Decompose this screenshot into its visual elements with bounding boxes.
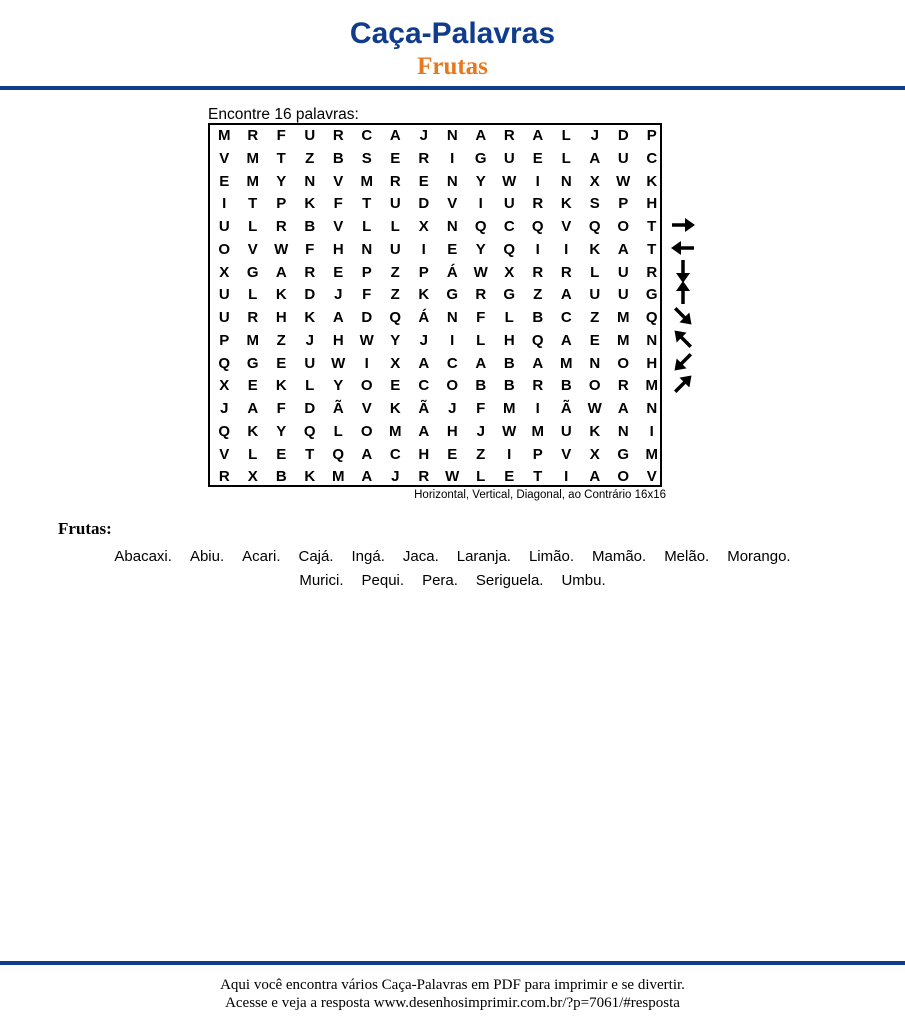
grid-cell: V bbox=[361, 400, 372, 417]
grid-cell: T bbox=[305, 445, 315, 463]
grid-cell: G bbox=[645, 286, 658, 304]
footer-text: Aqui você encontra vários Caça-Palavras em PDF para imprimir e se divertir. bbox=[220, 977, 685, 993]
grid-cell: B bbox=[332, 149, 344, 167]
word-list-item: Pequi. bbox=[361, 572, 405, 589]
grid-cell: X bbox=[219, 263, 230, 281]
grid-cell: G bbox=[503, 286, 516, 304]
grid-cell: X bbox=[418, 218, 429, 235]
grid-cell: A bbox=[617, 240, 629, 258]
grid-cell: M bbox=[389, 422, 402, 440]
grid-cell: I bbox=[421, 240, 426, 258]
grid-cell: I bbox=[564, 468, 569, 486]
grid-cell: A bbox=[361, 468, 373, 486]
grid-cell: F bbox=[276, 400, 286, 417]
grid-cell: V bbox=[561, 445, 572, 463]
grid-cell: T bbox=[647, 218, 657, 235]
grid-cell: Z bbox=[305, 149, 315, 167]
grid-cell: N bbox=[361, 240, 373, 258]
grid-cell: B bbox=[475, 377, 487, 395]
grid-cell: K bbox=[247, 422, 259, 440]
grid-cell: P bbox=[532, 445, 543, 463]
grid-cell: R bbox=[418, 149, 430, 167]
grid-cell: E bbox=[589, 331, 600, 349]
grid-cell: O bbox=[617, 218, 630, 235]
grid-cell: M bbox=[246, 172, 259, 190]
word-list-row-1 bbox=[0, 548, 905, 566]
grid-cell: Q bbox=[588, 218, 601, 235]
grid-cell: O bbox=[446, 377, 459, 395]
grid-cell: R bbox=[532, 263, 544, 281]
grid-cell: U bbox=[218, 286, 230, 304]
page-subtitle: Frutas bbox=[417, 53, 488, 80]
grid-cell: N bbox=[560, 172, 572, 190]
grid-cell: T bbox=[276, 149, 286, 167]
arrow-up-left-icon bbox=[668, 328, 698, 350]
grid-cell: C bbox=[418, 377, 430, 395]
grid-cell: A bbox=[589, 468, 601, 486]
grid-cell: M bbox=[246, 331, 259, 349]
word-list-item: Jaca. bbox=[402, 548, 439, 565]
grid-cell: B bbox=[503, 354, 515, 372]
grid-cell: A bbox=[560, 331, 572, 349]
grid-cell: W bbox=[502, 172, 517, 190]
grid-cell: R bbox=[503, 127, 515, 144]
grid-cell: O bbox=[588, 377, 601, 395]
word-list-item: Cajá. bbox=[298, 548, 334, 565]
grid-cell: L bbox=[561, 127, 571, 144]
word-list-item: Pera. bbox=[422, 572, 458, 589]
grid-cell: R bbox=[646, 263, 658, 281]
grid-cell: Z bbox=[476, 445, 486, 463]
grid-cell: C bbox=[646, 149, 658, 167]
word-list-item: Melão. bbox=[664, 548, 710, 565]
grid-cell: A bbox=[532, 354, 544, 372]
grid-cell: Y bbox=[276, 422, 287, 440]
grid-cell: F bbox=[476, 309, 486, 326]
word-list-item: Morango. bbox=[727, 548, 791, 565]
grid-cell: U bbox=[617, 149, 629, 167]
grid-cell: K bbox=[304, 309, 316, 326]
grid-cell: J bbox=[220, 400, 229, 417]
grid-cell: K bbox=[560, 195, 572, 213]
grid-cell: U bbox=[218, 218, 230, 235]
grid-cell: A bbox=[418, 354, 430, 372]
grid-cell: E bbox=[390, 149, 401, 167]
grid-cell: L bbox=[333, 422, 343, 440]
grid-cell: L bbox=[248, 445, 258, 463]
grid-cell: R bbox=[332, 127, 344, 144]
grid-cell: B bbox=[304, 218, 316, 235]
grid-cell: R bbox=[617, 377, 629, 395]
grid-cell: D bbox=[418, 195, 430, 213]
grid-cell: K bbox=[304, 195, 316, 213]
word-list-item: Abacaxi. bbox=[114, 548, 172, 565]
grid-cell: W bbox=[587, 400, 602, 417]
grid-cell: P bbox=[646, 127, 657, 144]
grid-cell: M bbox=[560, 354, 573, 372]
grid-cell: W bbox=[502, 422, 517, 440]
grid-cell: U bbox=[503, 149, 515, 167]
grid-cell: U bbox=[304, 354, 316, 372]
grid-cell: Q bbox=[218, 354, 231, 372]
grid-cell: A bbox=[589, 149, 601, 167]
grid-cell: E bbox=[219, 172, 230, 190]
grid-cell: Ã bbox=[332, 400, 344, 417]
grid-cell: J bbox=[334, 286, 343, 304]
grid-cell: Y bbox=[475, 240, 486, 258]
grid-cell: M bbox=[332, 468, 345, 486]
grid-cell: L bbox=[476, 468, 486, 486]
grid-cell: W bbox=[331, 354, 346, 372]
grid-cell: K bbox=[275, 377, 287, 395]
grid-cell: W bbox=[473, 263, 488, 281]
grid-cell: K bbox=[589, 422, 601, 440]
arrow-up-icon bbox=[668, 282, 698, 304]
grid-cell: A bbox=[361, 445, 373, 463]
grid-cell: I bbox=[535, 240, 540, 258]
grid-cell: G bbox=[617, 445, 630, 463]
page-title: Caça-Palavras bbox=[349, 17, 556, 50]
grid-cell: R bbox=[475, 286, 487, 304]
grid-cell: U bbox=[617, 263, 629, 281]
grid-cell: I bbox=[450, 149, 455, 167]
grid-cell: Y bbox=[333, 377, 344, 395]
grid-cell: K bbox=[389, 400, 401, 417]
grid-cell: K bbox=[646, 172, 658, 190]
word-search-grid bbox=[208, 123, 662, 487]
grid-cell: C bbox=[560, 309, 572, 326]
grid-cell: R bbox=[532, 377, 544, 395]
grid-cell: H bbox=[646, 195, 658, 213]
word-list-item: Abiu. bbox=[189, 548, 225, 565]
grid-cell: O bbox=[617, 468, 630, 486]
grid-cell: E bbox=[532, 149, 543, 167]
word-list-item: Umbu. bbox=[561, 572, 606, 589]
grid-cell: Q bbox=[503, 240, 516, 258]
grid-cell: U bbox=[218, 309, 230, 326]
grid-cell: N bbox=[589, 354, 601, 372]
grid-cell: X bbox=[247, 468, 258, 486]
grid-cell: G bbox=[246, 263, 259, 281]
grid-cell: O bbox=[360, 422, 373, 440]
grid-cell: E bbox=[447, 445, 458, 463]
grid-cell: E bbox=[504, 468, 515, 486]
grid-cell: J bbox=[419, 127, 428, 144]
grid-cell: Z bbox=[390, 286, 400, 304]
arrow-down-right-icon bbox=[668, 305, 698, 327]
grid-cell: Z bbox=[533, 286, 543, 304]
grid-cell: U bbox=[617, 286, 629, 304]
word-list-row-2 bbox=[0, 572, 905, 590]
grid-cell: A bbox=[418, 422, 430, 440]
grid-cell: R bbox=[304, 263, 316, 281]
grid-cell: L bbox=[561, 149, 571, 167]
grid-cell: M bbox=[246, 149, 259, 167]
grid-cell: T bbox=[248, 195, 258, 213]
grid-cell: R bbox=[247, 127, 259, 144]
grid-cell: R bbox=[275, 218, 287, 235]
grid-cell: V bbox=[219, 445, 230, 463]
grid-cell: B bbox=[532, 309, 544, 326]
word-list-item: Seriguela. bbox=[475, 572, 544, 589]
grid-cell: C bbox=[361, 127, 373, 144]
grid-cell: S bbox=[361, 149, 372, 167]
grid-cell: O bbox=[218, 240, 231, 258]
grid-cell: I bbox=[649, 422, 654, 440]
grid-cell: V bbox=[333, 172, 344, 190]
word-list-heading: Frutas: bbox=[58, 519, 112, 538]
grid-cell: Y bbox=[276, 172, 287, 190]
grid-cell: V bbox=[646, 468, 657, 486]
grid-cell: G bbox=[446, 286, 459, 304]
grid-cell: Ã bbox=[560, 400, 572, 417]
grid-cell: K bbox=[275, 286, 287, 304]
grid-cell: U bbox=[389, 240, 401, 258]
grid-cell: T bbox=[647, 240, 657, 258]
grid-cell: I bbox=[364, 354, 369, 372]
grid-cell: Y bbox=[475, 172, 486, 190]
grid-cell: R bbox=[218, 468, 230, 486]
grid-cell: P bbox=[418, 263, 429, 281]
grid-cell: I bbox=[507, 445, 512, 463]
grid-cell: P bbox=[618, 195, 629, 213]
grid-cell: V bbox=[333, 218, 344, 235]
grid-cell: Y bbox=[390, 331, 401, 349]
grid-cell: P bbox=[219, 331, 230, 349]
grid-cell: F bbox=[362, 286, 372, 304]
grid-cell: K bbox=[589, 240, 601, 258]
grid-cell: W bbox=[616, 172, 631, 190]
grid-cell: V bbox=[219, 149, 230, 167]
grid-cell: U bbox=[503, 195, 515, 213]
grid-cell: L bbox=[248, 218, 258, 235]
puzzle-instruction: Encontre 16 palavras: bbox=[208, 106, 359, 123]
grid-cell: F bbox=[276, 127, 286, 144]
grid-cell: X bbox=[589, 445, 600, 463]
grid-cell: E bbox=[276, 354, 287, 372]
grid-cell: E bbox=[333, 263, 344, 281]
grid-cell: R bbox=[418, 468, 430, 486]
grid-cell: E bbox=[418, 172, 429, 190]
footer-link-text: Acesse e veja a resposta www.desenhosimprimir.com.br/?p=7061/#resposta bbox=[225, 995, 680, 1011]
grid-cell: H bbox=[275, 309, 287, 326]
grid-cell: N bbox=[446, 309, 458, 326]
grid-cell: R bbox=[247, 309, 259, 326]
word-list-item: Ingá. bbox=[351, 548, 385, 565]
grid-cell: B bbox=[503, 377, 515, 395]
direction-legend bbox=[668, 214, 698, 394]
grid-cell: H bbox=[332, 240, 344, 258]
grid-cell: M bbox=[645, 445, 658, 463]
word-list-item: Murici. bbox=[299, 572, 344, 589]
grid-cell: E bbox=[276, 445, 287, 463]
grid-cell: N bbox=[446, 127, 458, 144]
grid-cell: Á bbox=[446, 263, 458, 281]
grid-cell: M bbox=[531, 422, 544, 440]
grid-cell: U bbox=[589, 286, 601, 304]
grid-cell: X bbox=[589, 172, 600, 190]
grid-cell: U bbox=[560, 422, 572, 440]
grid-cell: D bbox=[304, 400, 316, 417]
grid-cell: M bbox=[218, 127, 231, 144]
grid-cell: O bbox=[360, 377, 373, 395]
grid-cell: L bbox=[590, 263, 600, 281]
grid-cell: M bbox=[503, 400, 516, 417]
grid-cell: Z bbox=[590, 309, 600, 326]
grid-cell: J bbox=[391, 468, 400, 486]
grid-cell: M bbox=[360, 172, 373, 190]
grid-cell: L bbox=[390, 218, 400, 235]
puzzle-directions-note: Horizontal, Vertical, Diagonal, ao Contrário 16x16 bbox=[414, 489, 666, 501]
grid-cell: Q bbox=[531, 331, 544, 349]
grid-cell: W bbox=[274, 240, 289, 258]
grid-cell: O bbox=[617, 354, 630, 372]
grid-cell: I bbox=[535, 400, 540, 417]
word-list-item: Limão. bbox=[528, 548, 574, 565]
grid-cell: Q bbox=[389, 309, 402, 326]
grid-cell: T bbox=[362, 195, 372, 213]
grid-cell: U bbox=[304, 127, 316, 144]
grid-cell: K bbox=[418, 286, 430, 304]
grid-cell: R bbox=[532, 195, 544, 213]
grid-cell: R bbox=[560, 263, 572, 281]
grid-cell: A bbox=[532, 127, 544, 144]
grid-cell: A bbox=[475, 127, 487, 144]
grid-cell: Á bbox=[418, 309, 430, 326]
grid-cell: A bbox=[475, 354, 487, 372]
grid-cell: Q bbox=[303, 422, 316, 440]
arrow-up-right-icon bbox=[668, 373, 698, 395]
grid-cell: J bbox=[476, 422, 485, 440]
word-list-item: Laranja. bbox=[456, 548, 511, 565]
grid-cell: H bbox=[646, 354, 658, 372]
grid-cell: L bbox=[305, 377, 315, 395]
grid-cell: Z bbox=[276, 331, 286, 349]
grid-cell: G bbox=[474, 149, 487, 167]
grid-cell: D bbox=[304, 286, 316, 304]
grid-cell: G bbox=[246, 354, 259, 372]
grid-cell: E bbox=[390, 377, 401, 395]
grid-cell: M bbox=[617, 331, 630, 349]
grid-cell: J bbox=[419, 331, 428, 349]
grid-cell: Q bbox=[474, 218, 487, 235]
grid-cell: C bbox=[503, 218, 515, 235]
grid-cell: J bbox=[305, 331, 314, 349]
grid-cell: P bbox=[276, 195, 287, 213]
grid-cell: A bbox=[332, 309, 344, 326]
grid-cell: N bbox=[646, 400, 658, 417]
grid-cell: K bbox=[304, 468, 316, 486]
grid-cell: H bbox=[418, 445, 430, 463]
grid-cell: B bbox=[560, 377, 572, 395]
arrow-down-left-icon bbox=[668, 351, 698, 373]
grid-cell: N bbox=[646, 331, 658, 349]
grid-cell: H bbox=[446, 422, 458, 440]
grid-cell: I bbox=[564, 240, 569, 258]
grid-cell: N bbox=[304, 172, 316, 190]
grid-cell: C bbox=[389, 445, 401, 463]
grid-cell: A bbox=[247, 400, 259, 417]
grid-cell: I bbox=[478, 195, 483, 213]
grid-cell: L bbox=[362, 218, 372, 235]
grid-cell: T bbox=[533, 468, 543, 486]
arrow-left-icon bbox=[668, 237, 698, 259]
grid-cell: Q bbox=[218, 422, 231, 440]
grid-cell: D bbox=[361, 309, 373, 326]
grid-cell: X bbox=[390, 354, 401, 372]
grid-cell: I bbox=[535, 172, 540, 190]
grid-cell: N bbox=[617, 422, 629, 440]
grid-cell: H bbox=[332, 331, 344, 349]
grid-cell: M bbox=[617, 309, 630, 326]
grid-cell: X bbox=[504, 263, 515, 281]
grid-cell: P bbox=[361, 263, 372, 281]
grid-cell: S bbox=[589, 195, 600, 213]
grid-cell: Z bbox=[390, 263, 400, 281]
grid-cell: F bbox=[305, 240, 315, 258]
grid-cell: D bbox=[617, 127, 629, 144]
grid-cell: A bbox=[389, 127, 401, 144]
word-list-item: Acari. bbox=[242, 548, 281, 565]
grid-cell: I bbox=[450, 331, 455, 349]
grid-cell: Q bbox=[332, 445, 345, 463]
grid-cell: V bbox=[447, 195, 458, 213]
arrow-right-icon bbox=[668, 214, 698, 236]
grid-cell: J bbox=[590, 127, 599, 144]
grid-cell: L bbox=[248, 286, 258, 304]
bottom-divider bbox=[0, 961, 905, 965]
grid-cell: Q bbox=[531, 218, 544, 235]
grid-cell: A bbox=[617, 400, 629, 417]
grid-cell: J bbox=[448, 400, 457, 417]
grid-cell: N bbox=[446, 172, 458, 190]
grid-cell: N bbox=[446, 218, 458, 235]
grid-cell: W bbox=[445, 468, 460, 486]
grid-cell: C bbox=[446, 354, 458, 372]
grid-cell: E bbox=[447, 240, 458, 258]
grid-cell: H bbox=[503, 331, 515, 349]
arrow-down-icon bbox=[668, 260, 698, 282]
grid-cell: X bbox=[219, 377, 230, 395]
grid-cell: Q bbox=[645, 309, 658, 326]
grid-cell: R bbox=[389, 172, 401, 190]
grid-cell: F bbox=[333, 195, 343, 213]
grid-cell: A bbox=[560, 286, 572, 304]
grid-cell: A bbox=[275, 263, 287, 281]
grid-cell: B bbox=[275, 468, 287, 486]
grid-cell: L bbox=[476, 331, 486, 349]
grid-cell: Ã bbox=[418, 400, 430, 417]
grid-cell: I bbox=[222, 195, 227, 213]
word-list-item: Mamão. bbox=[592, 548, 647, 565]
grid-cell: V bbox=[561, 218, 572, 235]
grid-cell: W bbox=[359, 331, 374, 349]
grid-cell: F bbox=[476, 400, 486, 417]
grid-cell: E bbox=[247, 377, 258, 395]
grid-cell: V bbox=[247, 240, 258, 258]
top-divider bbox=[0, 86, 905, 90]
grid-cell: M bbox=[645, 377, 658, 395]
grid-cell: U bbox=[389, 195, 401, 213]
grid-cell: L bbox=[504, 309, 514, 326]
